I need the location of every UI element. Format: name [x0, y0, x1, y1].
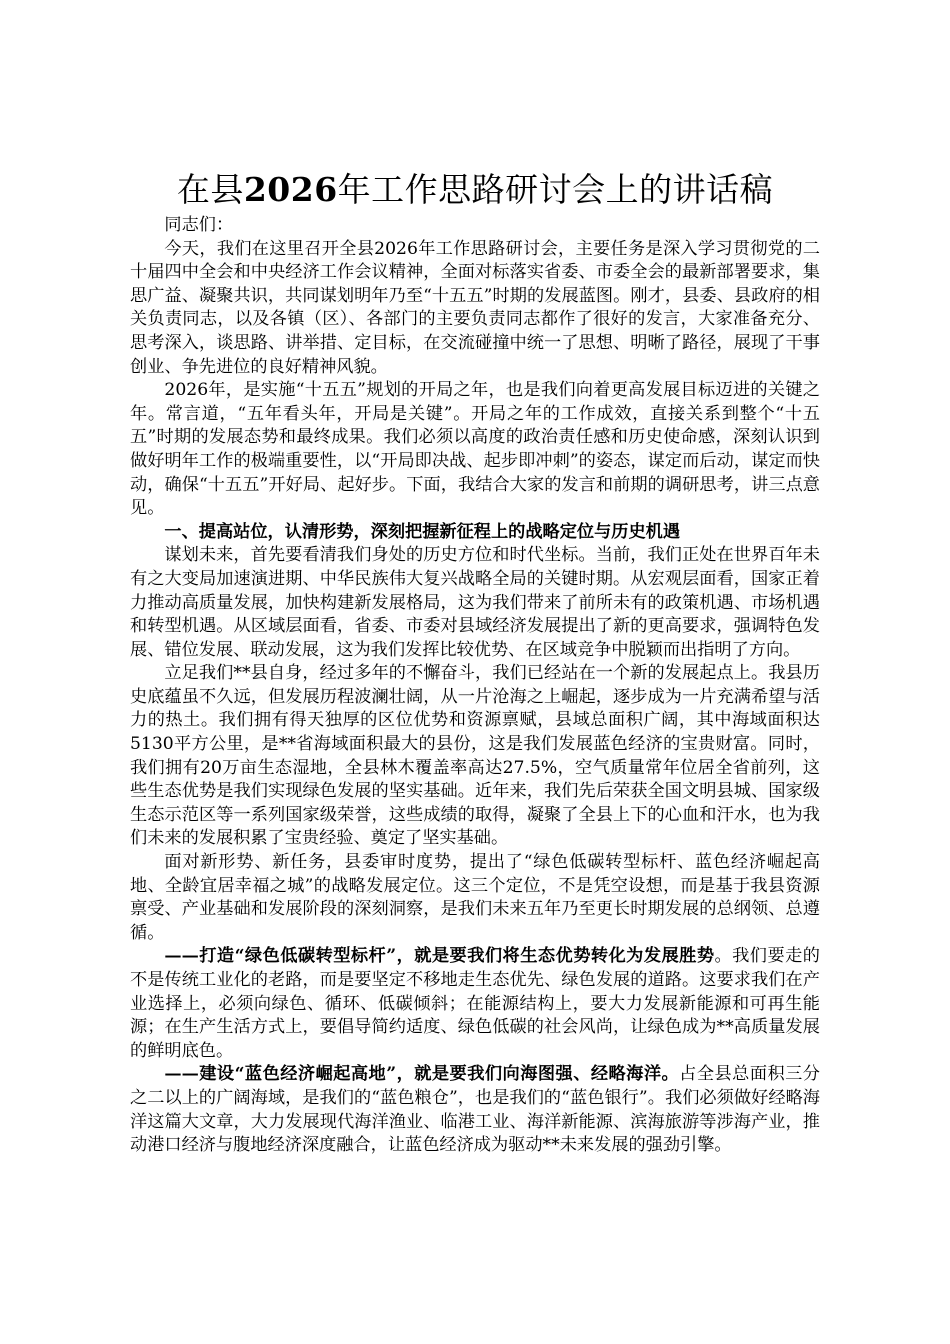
paragraph-7-lead: ——建设“蓝色经济崛起高地”，就是要我们向海图强、经略海洋。 [164, 1064, 680, 1085]
document-page [130, 168, 820, 1158]
paragraph-4: 立足我们**县自身，经过多年的不懈奋斗，我们已经站在一个新的发展起点上。我县历史底蕴虽不久远，但发展历程波澜壮阔，从一片沧海之上崛起，逐步成为一片充满希望与活力的热土。我们拥有得天独厚的区位优势和资源禀赋，县域总面积广阔，其中海域面积达5130平方公里，是**省海域面积最大的县份，这是我们发展蓝色经济的宝贵财富。同时，我们拥有20万亩生态湿地，全县林木覆盖率高达27.5%，空气质量常年位居全省前列，这些生态优势是我们实现绿色发展的坚实基础。近年来，我们先后荣获全国文明县城、国家级生态示范区等一系列国家级荣誉，这些成绩的取得，凝聚了全县上下的心血和汗水，也为我们未来的发展积累了宝贵经验、奠定了坚实基础。 [130, 663, 820, 849]
title-year: 2026 [243, 170, 338, 209]
title-suffix: 年工作思路研讨会上的讲话稿 [337, 170, 774, 209]
document-title [130, 168, 820, 212]
section-heading-1: 一、提高站位，认清形势，深刻把握新征程上的战略定位与历史机遇 [164, 521, 681, 542]
paragraph-2: 2026年，是实施“十五五”规划的开局之年，也是我们向着更高发展目标迈进的关键之年。常言道，“五年看头年，开局是关键”。开局之年的工作成效，直接关系到整个“十五五”时期的发展态势和最终成果。我们必须以高度的政治责任感和历史使命感，深刻认识到做好明年工作的极端重要性，以“开局即决战、起步即冲刺”的姿态，谋定而后动，谋定而快动，确保“十五五”开好局、起好步。下面，我结合大家的发言和前期的调研思考，讲三点意见。 [130, 380, 820, 519]
paragraph-7 [130, 1063, 820, 1157]
paragraph-7-body: 占全县总面积三分之二以上的广阔海域，是我们的“蓝色粮仓”，也是我们的“蓝色银行”。我们必须做好经略海洋这篇大文章，大力发展现代海洋渔业、临港工业、海洋新能源、滨海旅游等涉海产业，推动港口经济与腹地经济深度融合，让蓝色经济成为驱动**未来发展的强劲引擎。 [130, 1064, 820, 1156]
title-prefix: 在县 [176, 170, 244, 209]
paragraph-5: 面对新形势、新任务，县委审时度势，提出了“绿色低碳转型标杆、蓝色经济崛起高地、全龄宜居幸福之城”的战略发展定位。这三个定位，不是凭空设想，而是基于我县资源禀受、产业基础和发展阶段的深刻洞察，是我们未来五年乃至更长时期发展的总纲领、总遵循。 [130, 852, 820, 943]
paragraph-6 [130, 945, 820, 1063]
paragraph-6-lead: ——打造“绿色低碳转型标杆”，就是要我们将生态优势转化为发展胜势 [164, 946, 715, 967]
paragraph-3: 谋划未来，首先要看清我们身处的历史方位和时代坐标。当前，我们正处在世界百年未有之大变局加速演进期、中华民族伟大复兴战略全局的关键时期。从宏观层面看，国家正着力推动高质量发展，加快构建新发展格局，这为我们带来了前所未有的政策机遇、市场机遇和转型机遇。从区域层面看，省委、市委对县域经济发展提出了新的更高要求，强调特色发展、错位发展、联动发展，这为我们发挥比较优势、在区域竞争中脱颖而出指明了方向。 [130, 545, 820, 660]
paragraph-6-body: 。我们要走的不是传统工业化的老路，而是要坚定不移地走生态优先、绿色发展的道路。这要求我们在产业选择上，必须向绿色、循环、低碳倾斜；在能源结构上，要大力发展新能源和可再生能源；在生产生活方式上，要倡导简约适度、绿色低碳的社会风尚，让绿色成为**高质量发展的鲜明底色。 [130, 946, 820, 1061]
salutation: 同志们： [164, 215, 234, 235]
paragraph-1: 今天，我们在这里召开全县2026年工作思路研讨会，主要任务是深入学习贯彻党的二十届四中全会和中央经济工作会议精神，全面对标落实省委、市委全会的最新部署要求，集思广益、凝聚共识，共同谋划明年乃至“十五五”时期的发展蓝图。刚才，县委、县政府的相关负责同志，以及各镇（区）、各部门的主要负责同志都作了很好的发言，大家准备充分、思考深入，谈思路、讲举措、定目标，在交流碰撞中统一了思想、明晰了路径，展现了干事创业、争先进位的良好精神风貌。 [130, 238, 820, 377]
